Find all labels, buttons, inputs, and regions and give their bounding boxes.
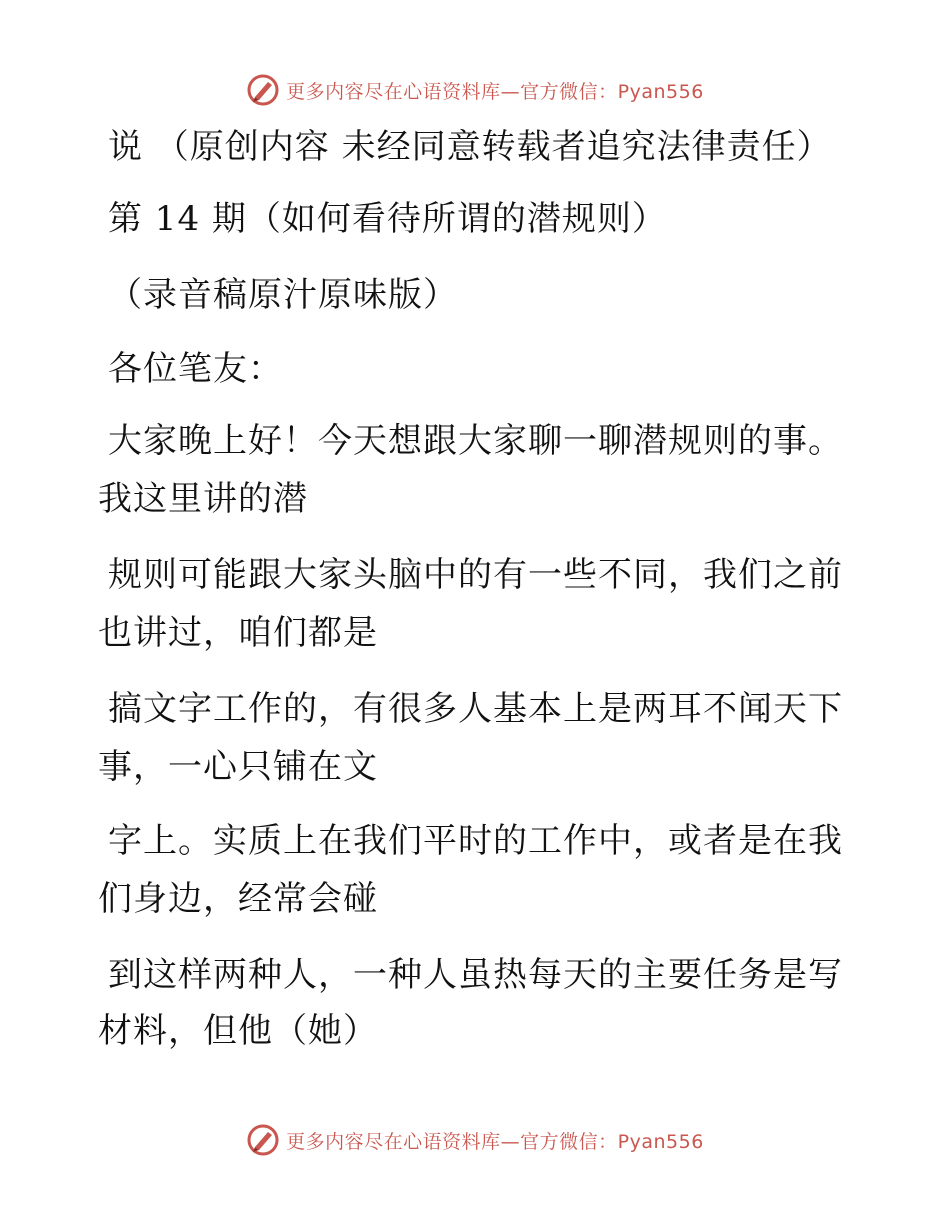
doc-line-1: 说 （原创内容 未经同意转载者追究法律责任） <box>108 127 832 167</box>
doc-line-4: 各位笔友： <box>108 349 283 389</box>
doc-line-10: 事，一心只铺在文 <box>98 747 378 787</box>
doc-line-14: 材料，但他（她） <box>98 1011 378 1051</box>
doc-line-11: 字上。实质上在我们平时的工作中，或者是在我 <box>108 821 843 861</box>
header-watermark-inner <box>246 73 704 107</box>
pen-logo-icon <box>246 1123 280 1157</box>
doc-line-12: 们身边，经常会碰 <box>98 879 378 919</box>
footer-watermark <box>0 1120 950 1160</box>
doc-line-9: 搞文字工作的，有很多人基本上是两耳不闻天下 <box>108 689 843 729</box>
header-watermark-text: 更多内容尽在心语资料库—官方微信：Pyan556 <box>286 80 704 103</box>
doc-line-13: 到这样两种人，一种人虽热每天的主要任务是写 <box>108 955 843 995</box>
pen-logo-icon <box>246 73 280 107</box>
doc-line-7: 规则可能跟大家头脑中的有一些不同，我们之前 <box>108 555 843 595</box>
footer-watermark-inner <box>246 1123 704 1157</box>
doc-line-2: 第 14 期（如何看待所谓的潜规则） <box>108 199 667 239</box>
header-watermark <box>0 70 950 110</box>
doc-line-6: 我这里讲的潜 <box>98 479 308 519</box>
footer-watermark-text: 更多内容尽在心语资料库—官方微信：Pyan556 <box>286 1130 704 1153</box>
doc-line-8: 也讲过，咱们都是 <box>98 613 378 653</box>
doc-line-5: 大家晚上好！今天想跟大家聊一聊潜规则的事。 <box>108 421 843 461</box>
doc-line-3: （录音稿原汁原味版） <box>108 275 458 315</box>
